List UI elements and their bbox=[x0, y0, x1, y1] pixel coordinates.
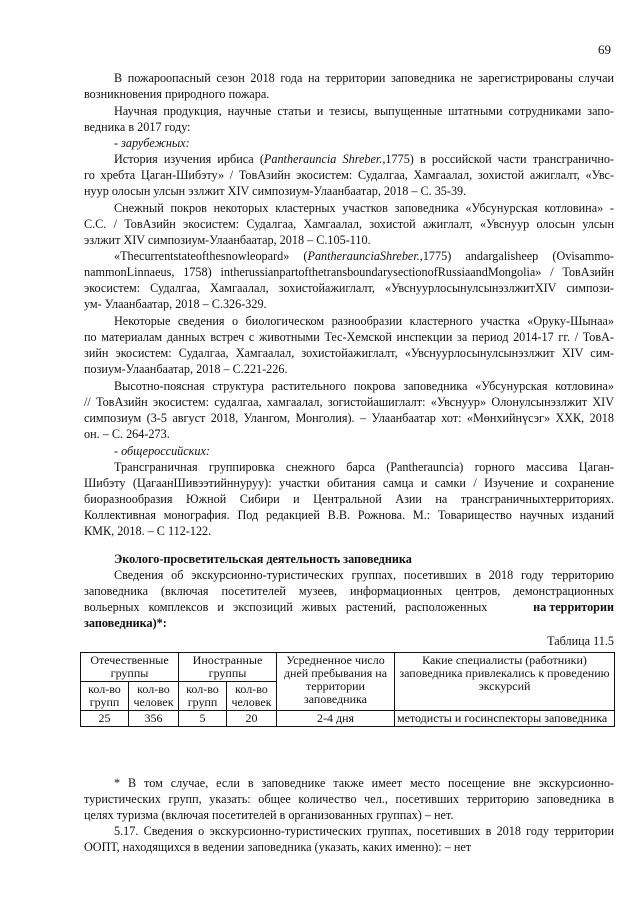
table-row bbox=[81, 711, 615, 727]
text-line: симпозиум (3-5 август 2018, Улангом, Монголия). – Улаанбаатар хот: «Мөнхийнүсэг» ХХК, 2018 bbox=[84, 411, 614, 425]
text-line: Сведения об экскурсионно-туристических группах, посетивших в 2018 году территорию bbox=[114, 568, 614, 582]
table-cell: 20 bbox=[227, 711, 277, 727]
text-line: Высотно-поясная структура растительного покрова заповедника «Убсунурская котловина» bbox=[114, 379, 614, 393]
text-line: ум- Улаанбаатар, 2018 – С.326-329. bbox=[84, 297, 267, 311]
text-fragment: вольерных комплексов и экспозиций живых растений, расположенных bbox=[84, 600, 488, 614]
table-cell: методисты и госинспекторы заповедника bbox=[395, 711, 615, 727]
table-subheader: кол-во человек bbox=[129, 682, 179, 711]
text-line: позиум-Улаанбаатар, 2018 – С.221-226. bbox=[84, 362, 288, 376]
table-cell: 356 bbox=[129, 711, 179, 727]
text-line: биоразнообразия Южной Сибири и Центральной Азии на трансграничныхтерриториях. bbox=[84, 492, 614, 506]
text-line: по материалам данных встреч с животными Тес-Хемской инспекции за период 2014-17 гг. / ТовА- bbox=[84, 330, 614, 344]
text-line: Шибэту (ЦагаанШивээтийннуруу): участки обитания самца и самки / Изучение и сохранение bbox=[84, 476, 614, 490]
table-header: Иностранные группы bbox=[179, 653, 277, 682]
text-line: экосистем: Судалгаа, Хамгаалал, зохистойажиглалт, «УвснуурлосынулсынэзлжитXIV симпози- bbox=[84, 281, 614, 295]
text-line: Научная продукция, научные статьи и тезисы, выпущенные штатными сотрудниками запо- bbox=[114, 104, 614, 118]
footnote-line: * В том случае, если в заповеднике также имеет место посещение вне экскурсионно- bbox=[114, 776, 614, 790]
text-line: «Thecurrentstateofthesnowleopard» (PantheraunciaShreber.,1775) andargalisheep (Ovisammo- bbox=[114, 249, 614, 263]
text-line: заповедника (включая посетителей музеев, информационных центров, демонстрационных bbox=[84, 584, 614, 598]
text-line: Коллективная монография. Под редакцией В.В. Рожнова. М.: Товарищество научных изданий bbox=[84, 508, 614, 522]
table-cell: 5 bbox=[179, 711, 227, 727]
text-line: В пожароопасный сезон 2018 года на территории заповедника не зарегистрированы случаи bbox=[114, 71, 614, 85]
text-line: История изучения ирбиса (Pantherauncia Shreber.,1775) в российской части трансгранично- bbox=[114, 152, 614, 166]
table-subheader: кол-во групп bbox=[81, 682, 129, 711]
table-cell: 2-4 дня bbox=[277, 711, 395, 727]
section-subheading: - общероссийских: bbox=[114, 444, 210, 458]
text-line: ООПТ, находящихся в ведении заповедника (указать, каких именно): – нет bbox=[84, 840, 472, 854]
text-line: го хребта Цаган-Шибэту» / ТовАзийн экосистем: Судалгаа, Хамгаалал, зохистой ажиглалт, «Увс- bbox=[84, 168, 614, 182]
text-line: заповедника)*: bbox=[84, 616, 167, 630]
table-subheader: кол-во групп bbox=[179, 682, 227, 711]
table-header: Усредненное число дней пребывания на территории заповедника bbox=[277, 653, 395, 711]
text-line: Некоторые сведения о биологическом разнообразии кластерного участка «Оруку-Шынаа» bbox=[114, 314, 614, 328]
text-line: Трансграничная группировка снежного барса (Pantherauncia) горного массива Цаган- bbox=[114, 460, 614, 474]
text-line: ведника в 2017 году: bbox=[84, 120, 191, 134]
text-line: Снежный покров некоторых кластерных участков заповедника «Убсунурская котловина» - bbox=[114, 201, 614, 215]
excursion-groups-table bbox=[80, 652, 615, 727]
text-line: нуур олосын улсын эзлжит XIV симпозиум-Улаанбаатар, 2018 – С. 35-39. bbox=[84, 184, 467, 198]
text-line: nammonLinnaeus, 1758) intherussianpartofthetransboundarysectionofRussiaandMongolia» / ТовАзийн bbox=[84, 265, 614, 279]
table-cell: 25 bbox=[81, 711, 129, 727]
text-line: С.С. / ТовАзийн экосистем: Судалгаа, Хамгаалал, зохистой ажиглалт, «Увснуур олосын улсын bbox=[84, 217, 614, 231]
text-fragment: на территории bbox=[533, 600, 614, 614]
text-line: // ТовАзийн экосистем: судалгаа, хамгаалал, зогистойашиглалт: «Увснуур» Олонулсынэзлжит XIV bbox=[84, 395, 614, 409]
text-line: КМК, 2018. – С 112-122. bbox=[84, 524, 212, 538]
text-line: зийн экосистем: Судалгаа, Хамгаалал, зохистойажиглалт, «Увснуурлосынулсынэзлжит XIV сим- bbox=[84, 346, 614, 360]
text-line: возникновения природного пожара. bbox=[84, 87, 270, 101]
text-line: он. – С. 264-273. bbox=[84, 427, 170, 441]
table-header: Отечественные группы bbox=[81, 653, 179, 682]
table-header-row bbox=[81, 653, 615, 682]
text-line bbox=[84, 599, 614, 615]
text-line: эзлжит XIV симпозиум-Улаанбаатар, 2018 – С.105-110. bbox=[84, 233, 371, 247]
section-subheading: - зарубежных: bbox=[114, 136, 190, 150]
table-subheader: кол-во человек bbox=[227, 682, 277, 711]
table-caption: Таблица 11.5 bbox=[547, 634, 614, 648]
table-header: Какие специалисты (работники) заповедника привлекались к проведению экскурсий bbox=[395, 653, 615, 711]
section-heading: Эколого-просветительская деятельность заповедника bbox=[114, 552, 412, 566]
footnote-line: туристических групп, указать: общее количество чел., посетивших территорию заповедника в bbox=[84, 792, 614, 806]
footnote-line: целях туризма (включая посетителей в организованных группах) – нет. bbox=[84, 808, 454, 822]
text-line: 5.17. Сведения о экскурсионно-туристических группах, посетивших в 2018 году территории bbox=[114, 824, 614, 838]
page-number: 69 bbox=[598, 42, 611, 57]
